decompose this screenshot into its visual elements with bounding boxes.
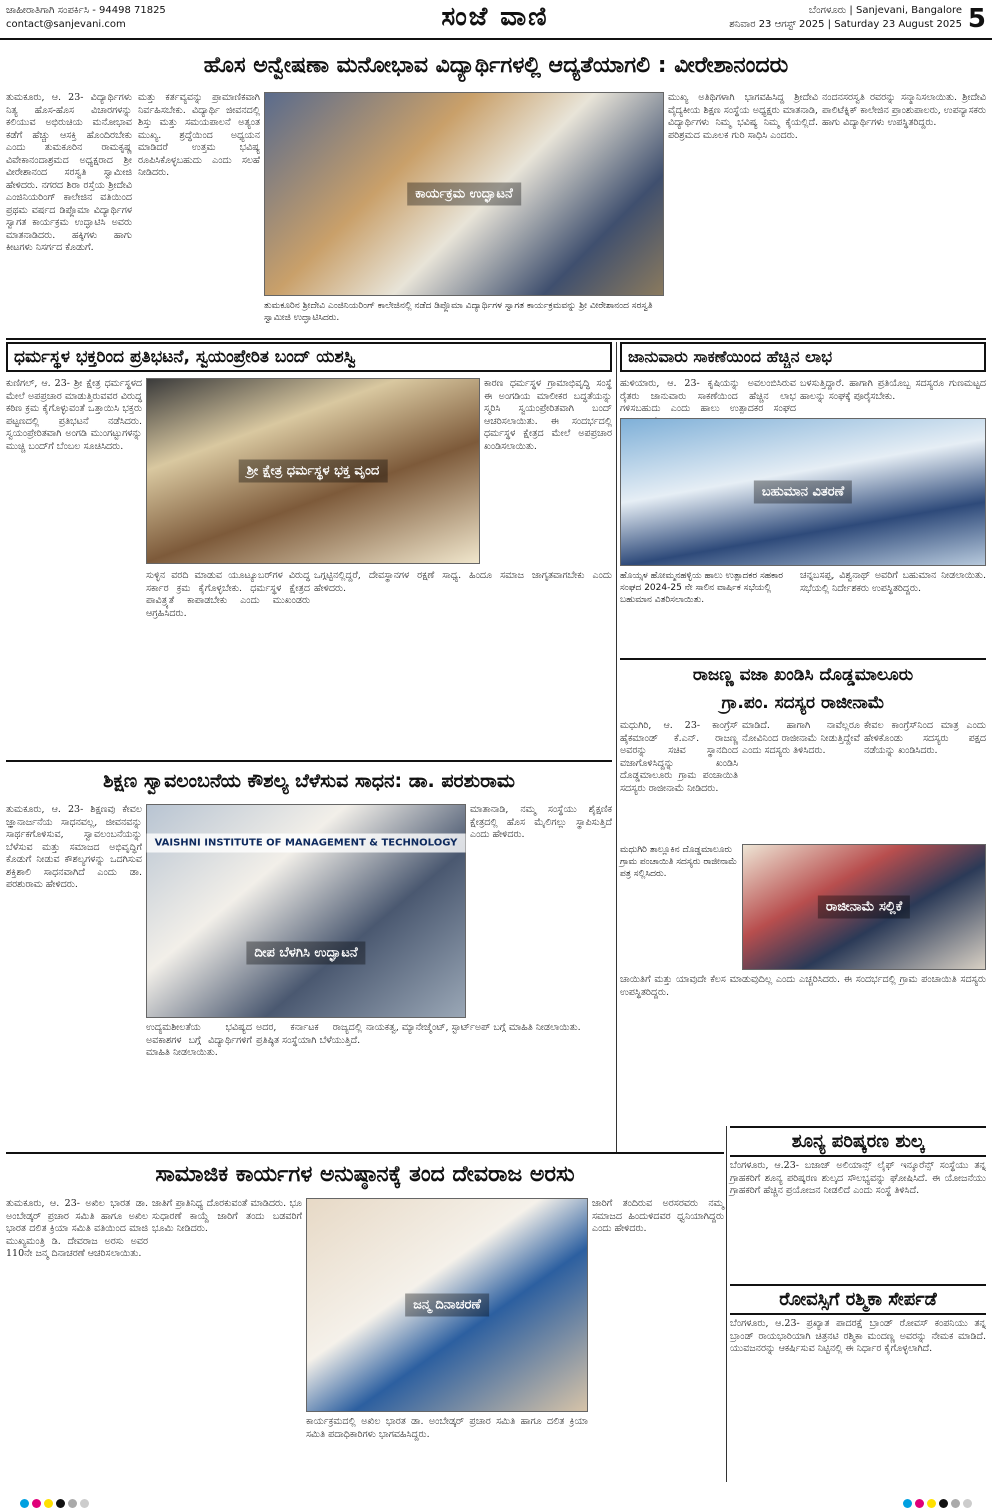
story8-headline: ಸಾಮಾಜಿಕ ಕಾರ್ಯಗಳ ಅನುಷ್ಠಾನಕ್ಕೆ ತಂದ ದೇವರಾಜ ಅರಸು [155, 1162, 575, 1187]
story3-col2: ಬಳಸುತ್ತಿದ್ದಾರೆ. ಹಾಗಾಗಿ ಪ್ರತಿಯೊಬ್ಬ ಸದಸ್ಯರೂ ಗುಣಮಟ್ಟದ ಹಾಲನ್ನು ಸಂಘಕ್ಕೆ ಪೂರೈಸಬೇಕು. [800, 378, 986, 402]
story6-body: ಬೆಂಗಳೂರು, ಆ.23- ಬಜಾಜ್ ಅಲಿಯಾನ್ಸ್ ಲೈಫ್ ಇನ್ಶೂರೆನ್ಸ್ ಸಂಸ್ಥೆಯು ತನ್ನ ಗ್ರಾಹಕರಿಗೆ ಶೂನ್ಯ ಪರಿಷ್ಕರಣ ಶುಲ್ಕದ ಸೌಲಭ್ಯವನ್ನು ಘೋಷಿಸಿದೆ. ಈ ಯೋಜನೆಯು ಗ್ರಾಹಕರಿಗೆ ಹೆಚ್ಚಿನ ಪ್ರಯೋಜನ ನೀಡಲಿದೆ ಎಂದು ಸಂಸ್ಥೆ ತಿಳಿಸಿದೆ. [730, 1160, 986, 1196]
edition-name: Sanjevani, Bangalore [855, 5, 962, 16]
story5-col3: ಉದ್ಯಮಶೀಲತೆಯ ಭವಿಷ್ಯದ ಅವಕಾಶಗಳ ಬಗ್ಗೆ ವಿದ್ಯಾರ್ಥಿಗಳಿಗೆ ಮಾಹಿತಿ ನೀಡಲಾಯಿತು. [146, 1022, 252, 1058]
reg-dot [903, 1499, 912, 1508]
story3-headline: ಜಾನುವಾರು ಸಾಕಣೆಯಿಂದ ಹೆಚ್ಚಿನ ಲಾಭ [620, 342, 986, 372]
story2-col2: ಸುಳ್ಳಿನ ವರದಿ ಮಾಡುವ ಯೂಟ್ಯೂಬರ್‌ಗಳ ವಿರುದ್ಧ ಸರ್ಕಾರ ಕ್ರಮ ಕೈಗೊಳ್ಳಬೇಕು. ಧರ್ಮಸ್ಥಳ ಕ್ಷೇತ್ರದ ಪಾವಿತ್ರ್ಯತೆ ಕಾಪಾಡಬೇಕು ಎಂದು ಮುಖಂಡರು ಆಗ್ರಹಿಸಿದರು. [146, 570, 310, 619]
story2-col1: ಕುಣಿಗಲ್, ಆ. 23- ಶ್ರೀ ಕ್ಷೇತ್ರ ಧರ್ಮಸ್ಥಳದ ಮೇಲೆ ಅಪಪ್ರಚಾರ ಮಾಡುತ್ತಿರುವವರ ವಿರುದ್ಧ ಕಠಿಣ ಕ್ರಮ ಕೈಗೊಳ್ಳುವಂತೆ ಒತ್ತಾಯಿಸಿ ಭಕ್ತರು ಪಟ್ಟಣದಲ್ಲಿ ಪ್ರತಿಭಟನೆ ನಡೆಸಿದರು. ಸ್ವಯಂಪ್ರೇರಿತವಾಗಿ ಅಂಗಡಿ ಮುಂಗಟ್ಟುಗಳನ್ನು ಮುಚ್ಚಿ ಬಂದ್‌ಗೆ ಬೆಂಬಲ ಸೂಚಿಸಿದರು. [6, 378, 142, 452]
story2-col4: ಕಾರಣ ಧರ್ಮಸ್ಥಳ ಗ್ರಾಮಾಭಿವೃದ್ಧಿ ಸಂಸ್ಥೆ ಈ ಅಂಗಡಿಯ ಮಾಲೀಕರ ಬದ್ಧತೆಯನ್ನು ಸ್ಮರಿಸಿ ಸ್ವಯಂಪ್ರೇರಿತವಾಗಿ ಬಂದ್ ಆಚರಿಸಲಾಯಿತು. ಈ ಸಂದರ್ಭದಲ್ಲಿ ಧರ್ಮಸ್ಥಳ ಕ್ಷೇತ್ರದ ಮೇಲೆ ಅಪಪ್ರಚಾರ ಖಂಡಿಸಲಾಯಿತು. [484, 378, 612, 452]
story3-body2: ಚನ್ನಬಸಪ್ಪ, ವಿಶ್ವನಾಥ್ ಅವರಿಗೆ ಬಹುಮಾನ ನೀಡಲಾಯಿತು. ಸಭೆಯಲ್ಲಿ ನಿರ್ದೇಶಕರು ಉಪಸ್ಥಿತರಿದ್ದರು. [800, 570, 986, 594]
contact-email[interactable]: contact@sanjevani.com [6, 19, 126, 30]
registration-marks-left [20, 1499, 89, 1508]
reg-dot [56, 1499, 65, 1508]
registration-marks-right [903, 1499, 972, 1508]
story1-photo [264, 92, 664, 296]
story5-col2: ಮಾತಾನಾಡಿ, ನಮ್ಮ ಸಂಸ್ಥೆಯು ಶೈಕ್ಷಣಿಕ ಕ್ಷೇತ್ರದಲ್ಲಿ ಹೊಸ ಮೈಲಿಗಲ್ಲು ಸ್ಥಾಪಿಸುತ್ತಿದೆ ಎಂದು ಹೇಳಿದರು. [470, 804, 612, 840]
divider-v2 [616, 662, 617, 1152]
story1-caption: ತುಮಕೂರಿನ ಶ್ರೀದೇವಿ ಎಂಜಿನಿಯರಿಂಗ್ ಕಾಲೇಜಿನಲ್ಲಿ ನಡೆದ ಡಿಪ್ಲೊಮಾ ವಿದ್ಯಾರ್ಥಿಗಳ ಸ್ವಾಗತ ಕಾರ್ಯಕ್ರಮವನ್ನು ಶ್ರೀ ವೀರೇಶಾನಂದ ಸರಸ್ವತಿ ಸ್ವಾಮೀಜಿ ಉದ್ಘಾಟಿಸಿದರು. [264, 301, 653, 323]
story5-col4: ಅದರ, ಕರ್ನಾಟಕ ರಾಜ್ಯದಲ್ಲಿ ಪ್ರತಿಷ್ಠಿತ ಸಂಸ್ಥೆಯಾಗಿ ಬೆಳೆಯುತ್ತಿದೆ. [256, 1022, 362, 1046]
newspaper-logo: ಸಂಜೆ ವಾಣಿ [441, 2, 549, 32]
story8-col1: ತುಮಕೂರು, ಆ. 23- ಅಖಿಲ ಭಾರತ ಡಾ. ಅಂಬೇಡ್ಕರ್ ಪ್ರಚಾರ ಸಮಿತಿ ಹಾಗೂ ಅಖಿಲ ಭಾರತ ದಲಿತ ಕ್ರಿಯಾ ಸಮಿತಿ ವತಿಯಿಂದ ಮಾಜಿ ಮುಖ್ಯಮಂತ್ರಿ ಡಿ. ದೇವರಾಜ ಅರಸು ಅವರ 110ನೇ ಜನ್ಮ ದಿನಾಚರಣೆ ಆಚರಿಸಲಾಯಿತು. [6, 1198, 148, 1259]
story5-col1-cont [6, 1028, 142, 1150]
story1-col3: ಮುಖ್ಯ ಅತಿಥಿಗಳಾಗಿ ಭಾಗವಹಿಸಿದ್ದ ಶ್ರೀದೇವಿ ವೈದ್ಯಕೀಯ ಶಿಕ್ಷಣ ಸಂಸ್ಥೆಯ ಅಧ್ಯಕ್ಷರು ಮಾತನಾಡಿ, ವಿದ್ಯಾರ್ಥಿಗಳು ನಿಮ್ಮ ಭವಿಷ್ಯ ನಿಮ್ಮ ಕೈಯಲ್ಲಿದೆ. ಪರಿಶ್ರಮದ ಮೂಲಕ ಗುರಿ ಸಾಧಿಸಿ ಎಂದರು. [668, 92, 818, 141]
story2-headline: ಧರ್ಮಸ್ಥಳ ಭಕ್ತರಿಂದ ಪ್ರತಿಭಟನೆ, ಸ್ವಯಂಪ್ರೇರಿತ ಬಂದ್ ಯಶಸ್ವಿ [6, 342, 612, 372]
masthead-contact [6, 4, 166, 32]
masthead-edition: ಬೆಂಗಳೂರು | Sanjevani, Bangalore ಶನಿವಾರ 23 ಆಗಸ್ಟ್ 2025 | Saturday 23 August 2025 [729, 5, 962, 30]
reg-dot [963, 1499, 972, 1508]
story4-photo-label: ರಾಜೀನಾಮೆ ಸಲ್ಲಿಕೆ [818, 896, 910, 919]
story8-photo [306, 1198, 588, 1412]
story5-headline: ಶಿಕ್ಷಣ ಸ್ವಾವಲಂಬನೆಯ ಕೌಶಲ್ಯ ಬೆಳೆಸುವ ಸಾಧನ: ಡಾ. ಪರಶುರಾಮ [103, 770, 515, 792]
story5-photo [146, 804, 466, 1018]
story5-photo-label: ದೀಪ ಬೆಳಗಿಸಿ ಉದ್ಘಾಟನೆ [246, 942, 365, 965]
story5-col1: ತುಮಕೂರು, ಆ. 23- ಶಿಕ್ಷಣವು ಕೇವಲ ಜ್ಞಾನಾರ್ಜನೆಯ ಸಾಧನವಲ್ಲ, ಜೀವನವನ್ನು ಸಾರ್ಥಕಗೊಳಿಸುವ, ಸ್ವಾವಲಂಬನೆಯನ್ನು ಬೆಳೆಸುವ ಮತ್ತು ಸಮಾಜದ ಅಭಿವೃದ್ಧಿಗೆ ಕೊಡುಗೆ ನೀಡುವ ಕೌಶಲ್ಯಗಳನ್ನು ಒದಗಿಸುವ ಶಕ್ತಿಶಾಲಿ ಸಾಧನವಾಗಿದೆ ಎಂದು ಡಾ. ಪರಶುರಾಮ ಹೇಳಿದರು. [6, 804, 142, 890]
page-number: 5 [967, 4, 986, 34]
divider-2 [620, 658, 986, 660]
story4-col4: ಚಾಯಿತಿಗೆ ಮತ್ತು ಯಾವುದೇ ಕೆಲಸ ಮಾಡುವುದಿಲ್ಲ ಎಂದು ಎಚ್ಚರಿಸಿದರು. ಈ ಸಂದರ್ಭದಲ್ಲಿ ಗ್ರಾಮ ಪಂಚಾಯಿತಿ ಸದಸ್ಯರು ಉಪಸ್ಥಿತರಿದ್ದರು. [620, 974, 986, 998]
story1-col2: ಮತ್ತು ಕರ್ತವ್ಯವನ್ನು ಪ್ರಾಮಾಣಿಕವಾಗಿ ನಿರ್ವಹಿಸಬೇಕು. ವಿದ್ಯಾರ್ಥಿ ಜೀವನದಲ್ಲಿ ಶಿಸ್ತು ಮತ್ತು ಸಮಯಪಾಲನೆ ಅತ್ಯಂತ ಮುಖ್ಯ. ಶ್ರದ್ಧೆಯಿಂದ ಅಧ್ಯಯನ ಮಾಡಿದರೆ ಉತ್ತಮ ಭವಿಷ್ಯ ರೂಪಿಸಿಕೊಳ್ಳಬಹುದು ಎಂದು ಸಲಹೆ ನೀಡಿದರು. [138, 92, 260, 178]
reg-dot [951, 1499, 960, 1508]
issue-date: ಶನಿವಾರ 23 ಆಗಸ್ಟ್ 2025 | Saturday 23 August 2025 [729, 19, 962, 30]
story4-headline-l1: ರಾಜಣ್ಣ ವಜಾ ಖಂಡಿಸಿ ದೊಡ್ಡಮಾಲೂರು [692, 665, 914, 685]
story8-col4: ಕಾರ್ಯಕ್ರಮದಲ್ಲಿ ಅಖಿಲ ಭಾರತ ಡಾ. ಅಂಬೇಡ್ಕರ್ ಪ್ರಚಾರ ಸಮಿತಿ ಹಾಗೂ ದಲಿತ ಕ್ರಿಯಾ ಸಮಿತಿ ಪದಾಧಿಕಾರಿಗಳು ಭಾಗವಹಿಸಿದ್ದರು. [306, 1416, 588, 1440]
story4-photo [742, 844, 986, 970]
story4-headline-l2: ಗ್ರಾ.ಪಂ. ಸದಸ್ಯರ ರಾಜೀನಾಮೆ [721, 693, 885, 713]
story3-photo [620, 418, 986, 566]
story3-photo-label: ಬಹುಮಾನ ವಿತರಣೆ [754, 481, 852, 504]
story5-banner: VAISHNI INSTITUTE OF MANAGEMENT & TECHNOLOGY [147, 834, 466, 853]
divider-1 [6, 338, 986, 340]
story5-col5: ನಾಯಕತ್ವ, ಮ್ಯಾನೇಜ್ಮೆಂಟ್, ಸ್ಟಾರ್ಟ್‌ಅಪ್ ಬಗ್ಗೆ ಮಾಹಿತಿ ನೀಡಲಾಯಿತು. [366, 1022, 581, 1033]
reg-dot [44, 1499, 53, 1508]
story8-col2: ಜಾತಿಗೆ ಪ್ರಾತಿನಿಧ್ಯ ದೊರಕುವಂತೆ ಮಾಡಿದರು. ಭೂ ಸುಧಾರಣೆ ಕಾಯ್ದೆ ಜಾರಿಗೆ ತಂದು ಬಡವರಿಗೆ ಭೂಮಿ ನೀಡಿದರು. [152, 1198, 302, 1234]
story8-col3: ಜಾರಿಗೆ ತಂದಿರುವ ಅರಸರವರು ನಮ್ಮ ಸಮಾಜದ ಹಿಂದುಳಿದವರ ಧ್ವನಿಯಾಗಿದ್ದರು ಎಂದು ಹೇಳಿದರು. [592, 1198, 724, 1234]
divider-4 [6, 1152, 724, 1154]
divider-3 [6, 760, 612, 762]
masthead [0, 0, 992, 40]
story2-col3: ಒಗ್ಗಟ್ಟಿನಲ್ಲಿದ್ದರೆ, ದೇವಸ್ಥಾನಗಳ ರಕ್ಷಣೆ ಸಾಧ್ಯ. ಹಿಂದೂ ಸಮಾಜ ಜಾಗೃತವಾಗಬೇಕು ಎಂದು ಹೇಳಿದರು. [314, 570, 612, 594]
story1-col4: ನಂದನಸರಸ್ವತಿ ರವರನ್ನು ಸನ್ಮಾನಿಸಲಾಯಿತು. ಶ್ರೀದೇವಿ ಪಾಲಿಟೆಕ್ನಿಕ್ ಕಾಲೇಜಿನ ಪ್ರಾಂಶುಪಾಲರು, ಉಪನ್ಯಾಸಕರು ಹಾಗು ವಿದ್ಯಾರ್ಥಿಗಳು ಉಪಸ್ಥಿತರಿದ್ದರು. [822, 92, 986, 128]
story2-photo [146, 378, 480, 564]
story8-photo-label: ಜನ್ಮ ದಿನಾಚರಣೆ [405, 1294, 489, 1317]
reg-dot [32, 1499, 41, 1508]
story4-col1: ಮಧುಗಿರಿ, ಆ. 23- ಕಾಂಗ್ರೆಸ್ ಹೈಕಮಾಂಡ್ ಕೆ.ಎನ್. ರಾಜಣ್ಣ ಅವರನ್ನು ಸಚಿವ ಸ್ಥಾನದಿಂದ ವಜಾಗೊಳಿಸಿದ್ದನ್ನು ಖಂಡಿಸಿ ದೊಡ್ಡಮಾಲೂರು ಗ್ರಾಮ ಪಂಚಾಯಿತಿ ಸದಸ್ಯರು ರಾಜೀನಾಮೆ ನೀಡಿದರು. [620, 720, 738, 794]
reg-dot [68, 1499, 77, 1508]
story1-headline: ಹೊಸ ಅನ್ವೇಷಣಾ ಮನೋಭಾವ ವಿದ್ಯಾರ್ಥಿಗಳಲ್ಲಿ ಆದ್ಯತೆಯಾಗಲಿ : ವೀರೇಶಾನಂದರು [203, 53, 789, 78]
reg-dot [20, 1499, 29, 1508]
story4-col2: ಮಾಡಿದೆ. ಹಾಗಾಗಿ ನಾವೆಲ್ಲರೂ ನೋವಿನಿಂದ ರಾಜೀನಾಮೆ ನೀಡುತ್ತಿದ್ದೇವೆ ಎಂದು ಸದಸ್ಯರು ತಿಳಿಸಿದರು. [742, 720, 860, 756]
story7-headline: ರೋವಸ್ಸಿಗೆ ರಶ್ಮಿಕಾ ಸೇರ್ಪಡೆ [730, 1284, 986, 1315]
reg-dot [80, 1499, 89, 1508]
story1-col1: ತುಮಕೂರು, ಆ. 23- ವಿದ್ಯಾರ್ಥಿಗಳು ನಿತ್ಯ ಹೊಸ-ಹೊಸ ವಿಚಾರಗಳನ್ನು ಕಲಿಯುವ ಅಭಿರುಚಿಯ ಮನೋಭಾವ ಕಡೆಗೆ ಹೆಚ್ಚು ಆಸಕ್ತಿ ಹೊಂದಿರಬೇಕು ಎಂದು ತುಮಕೂರಿನ ರಾಮಕೃಷ್ಣ ವಿವೇಕಾನಂದಾಶ್ರಮದ ಅಧ್ಯಕ್ಷರಾದ ಶ್ರೀ ವೀರೇಶಾನಂದ ಸರಸ್ವತಿ ಸ್ವಾಮೀಜಿ ಹೇಳಿದರು. ನಗರದ ಶಿರಾ ರಸ್ತೆಯ ಶ್ರೀದೇವಿ ಎಂಜಿನಿಯರಿಂಗ್ ಕಾಲೇಜಿನ ವತಿಯಿಂದ ಪ್ರಥಮ ವರ್ಷದ ಡಿಪ್ಲೊಮಾ ವಿದ್ಯಾರ್ಥಿಗಳ ಸ್ವಾಗತ ಕಾರ್ಯಕ್ರಮ ಉದ್ಘಾಟಿಸಿ ಅವರು ಮಾತನಾಡಿದರು. ಹಕ್ಕಿಗಳು ಹಾಗು ಕೀಟಗಳು ನಿಸರ್ಗದ ಕೊಡುಗೆ. [6, 92, 132, 253]
story1-photo-label: ಕಾರ್ಯಕ್ರಮ ಉದ್ಘಾಟನೆ [407, 183, 521, 206]
reg-dot [915, 1499, 924, 1508]
story4-col3: ಕೇವಲ ಕಾಂಗ್ರೆಸ್‌ನಿಂದ ಮಾತ್ರ ಎಂದು ಹೇಳಿಕೊಂಡು ಸದಸ್ಯರು ಪಕ್ಷದ ನಡೆಯನ್ನು ಖಂಡಿಸಿದರು. [864, 720, 986, 756]
story4-caption: ಮಧುಗಿರಿ ತಾಲ್ಲೂಕಿನ ದೊಡ್ಡಮಾಲೂರು ಗ್ರಾಮ ಪಂಚಾಯಿತಿ ಸದಸ್ಯರು ರಾಜೀನಾಮೆ ಪತ್ರ ಸಲ್ಲಿಸಿದರು. [620, 845, 738, 879]
reg-dot [927, 1499, 936, 1508]
city-kn: ಬೆಂಗಳೂರು [808, 5, 847, 16]
story3-caption: ಹೊಯ್ಸಳ ಹೋಮ್ಮನಹಳ್ಳಿಯ ಹಾಲು ಉತ್ಪಾದಕರ ಸಹಕಾರ ಸಂಘದ 2024-25 ನೇ ಸಾಲಿನ ವಾರ್ಷಿಕ ಸಭೆಯಲ್ಲಿ ಬಹುಮಾನ ವಿತರಿಸಲಾಯಿತು. [620, 571, 783, 605]
divider-v3 [726, 1126, 727, 1482]
story3-col1: ಹುಳಿಯಾರು, ಆ. 23- ಕೃಷಿಯನ್ನು ಅವಲಂಬಿಸಿರುವ ರೈತರು ಜಾನುವಾರು ಸಾಕಣೆಯಿಂದ ಹೆಚ್ಚಿನ ಲಾಭ ಗಳಿಸಬಹುದು ಎಂದು ಹಾಲು ಉತ್ಪಾದಕರ ಸಂಘದ [620, 378, 796, 414]
story2-photo-label: ಶ್ರೀ ಕ್ಷೇತ್ರ ಧರ್ಮಸ್ಥಳ ಭಕ್ತ ವೃಂದ [239, 460, 388, 483]
story7-body: ಬೆಂಗಳೂರು, ಆ.23- ಪ್ರಖ್ಯಾತ ಪಾದರಕ್ಷೆ ಬ್ರಾಂಡ್ ರೋವಸ್ ಕಂಪನಿಯು ತನ್ನ ಬ್ರಾಂಡ್ ರಾಯಭಾರಿಯಾಗಿ ಚಿತ್ರನಟಿ ರಶ್ಮಿಕಾ ಮಂದಣ್ಣ ಅವರನ್ನು ನೇಮಕ ಮಾಡಿದೆ. ಯುವಜನರನ್ನು ಆಕರ್ಷಿಸುವ ನಿಟ್ಟಿನಲ್ಲಿ ಈ ನಿರ್ಧಾರ ಕೈಗೊಳ್ಳಲಾಗಿದೆ. [730, 1318, 986, 1354]
ad-phone: ಜಾಹೀರಾತಿಗಾಗಿ ಸಂಪರ್ಕಿಸಿ - 94498 71825 [6, 5, 166, 16]
story6-headline: ಶೂನ್ಯ ಪರಿಷ್ಕರಣ ಶುಲ್ಕ [730, 1126, 986, 1157]
reg-dot [939, 1499, 948, 1508]
